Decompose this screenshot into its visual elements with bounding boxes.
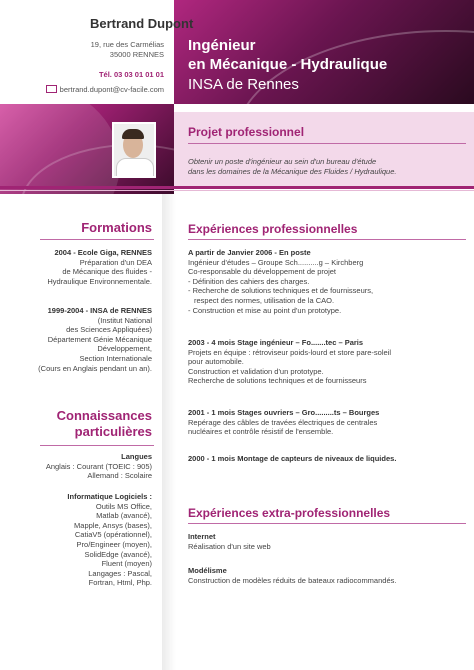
langue-item: Anglais : Courant (TOEIC : 905): [45, 461, 152, 471]
extra-item-2: [188, 566, 468, 585]
address-line1: 19, rue des Carmélias: [90, 40, 164, 49]
formation-line: Hydraulique Environnementale.: [47, 276, 152, 286]
formation-line: Développement,: [97, 344, 152, 354]
experience-line: - Construction et mise au point d'un prototype.: [188, 305, 342, 315]
job-title-line2: en Mécanique - Hydraulique: [188, 56, 388, 73]
extra-line: Construction de modèles réduits de bateaux radiocommandés.: [188, 575, 397, 585]
extra-head: Modélisme: [188, 566, 227, 575]
formation-line: Section Internationale: [79, 353, 152, 363]
formation-line: des Sciences Appliquées): [66, 325, 152, 335]
informatique-item: Matlab (avancé),: [96, 511, 152, 521]
connaissances-title-line1: Connaissances: [56, 408, 152, 423]
experience-line: Repérage des câbles de travées électriques de centrales: [188, 417, 378, 427]
experience-line: Ingénieur d'études – Groupe Sch..........g – Kirchberg: [188, 257, 364, 267]
job-title-line1: Ingénieur: [188, 37, 256, 54]
connaissances-title-line2: particulières: [74, 424, 152, 439]
formation-head: 1999-2004 - INSA de RENNES: [47, 306, 152, 315]
formations-rule: [40, 239, 154, 240]
experience-line: pour automobile.: [188, 357, 244, 367]
informatique-item: Mapple, Ansys (bases),: [74, 520, 152, 530]
school: INSA de Rennes: [188, 76, 299, 93]
informatique-head: Informatique Logiciels :: [67, 492, 152, 501]
experience-line: - Définition des cahiers des charges.: [188, 276, 310, 286]
experience-line: Co-responsable du développement de projet: [188, 267, 337, 277]
column-shadow: [162, 194, 176, 670]
experience-line: Construction et validation d'un prototype.: [188, 366, 324, 376]
experience-item-3: [188, 408, 468, 437]
experience-line: Recherche de solutions techniques et de fournisseurs: [188, 376, 367, 386]
informatique-item: CatiaV5 (opérationnel),: [74, 530, 152, 540]
formation-line: (Cours en Anglais pendant un an).: [38, 363, 152, 373]
divider: [0, 186, 474, 189]
informatique-item: Pro/Engineer (moyen),: [76, 539, 152, 549]
experience-line: respect des normes, utilisation de la CAO.: [194, 295, 335, 305]
project-rule: [188, 143, 466, 144]
extra-line: Réalisation d'un site web: [188, 541, 271, 551]
formation-head: 2004 - Ecole Giga, RENNES: [54, 248, 152, 257]
formations-title: Formations: [81, 220, 152, 235]
project-text-line2: dans les domaines de la Mécanique des Fluides / Hydraulique.: [188, 167, 397, 176]
divider-thin: [0, 190, 474, 191]
experience-item-1: [188, 248, 468, 315]
connaissances-title: [57, 408, 152, 440]
experiences-rule: [188, 239, 466, 240]
informatique-block: [67, 492, 152, 588]
address-line2: 35000 RENNES: [109, 50, 164, 59]
formation-item-2: [38, 306, 152, 373]
candidate-name: Bertrand Dupont: [90, 16, 194, 31]
extra-head: Internet: [188, 532, 216, 541]
experience-head: 2000 - 1 mois Montage de capteurs de niveaux de liquides.: [188, 454, 397, 463]
informatique-item: Fortran, Html, Php.: [88, 578, 152, 588]
experience-line: nucléaires et contrôle résistif de l'ensemble.: [188, 427, 334, 437]
extra-rule: [188, 523, 466, 524]
experience-item-4: [188, 454, 468, 464]
project-text-line1: Obtenir un poste d'ingénieur au sein d'un bureau d'étude: [188, 157, 377, 166]
extra-title: Expériences extra-professionnelles: [188, 506, 391, 520]
project-text: [188, 157, 458, 177]
email-line: [46, 84, 164, 94]
langue-item: Allemand : Scolaire: [87, 471, 152, 481]
phone: Tél. 03 03 01 01 01: [98, 70, 164, 79]
project-title: Projet professionnel: [188, 125, 305, 139]
job-title: [188, 36, 387, 74]
extra-item-1: [188, 532, 468, 551]
informatique-item: Langages : Pascal,: [88, 568, 152, 578]
langues-block: [46, 452, 152, 481]
formation-item-1: [47, 248, 152, 286]
experiences-title: Expériences professionnelles: [188, 222, 358, 236]
email[interactable]: bertrand.dupont@cv-facile.com: [59, 85, 164, 94]
formation-line: Préparation d'un DEA: [79, 257, 152, 267]
informatique-item: SolidEdge (avancé),: [84, 549, 152, 559]
langues-head: Langues: [121, 452, 152, 461]
informatique-item: Fluent (moyen): [101, 559, 152, 569]
profile-photo: [112, 122, 156, 178]
formation-line: (Institut National: [97, 315, 152, 325]
envelope-icon: [46, 85, 57, 93]
experience-head: 2001 - 1 mois Stages ouvriers – Gro.........ts – Bourges: [188, 408, 380, 417]
informatique-item: Outils MS Office,: [95, 501, 152, 511]
formation-line: Département Génie Mécanique: [47, 334, 152, 344]
connaissances-rule: [40, 445, 154, 446]
experience-line: - Recherche de solutions techniques et de fournisseurs,: [188, 286, 374, 296]
experience-head: 2003 - 4 mois Stage ingénieur – Fo.......tec – Paris: [188, 338, 364, 347]
experience-line: Projets en équipe : rétroviseur poids-lourd et store pare-soleil: [188, 347, 392, 357]
experience-item-2: [188, 338, 468, 386]
formation-line: de Mécanique des fluides -: [62, 267, 152, 277]
experience-head: A partir de Janvier 2006 - En poste: [188, 248, 311, 257]
